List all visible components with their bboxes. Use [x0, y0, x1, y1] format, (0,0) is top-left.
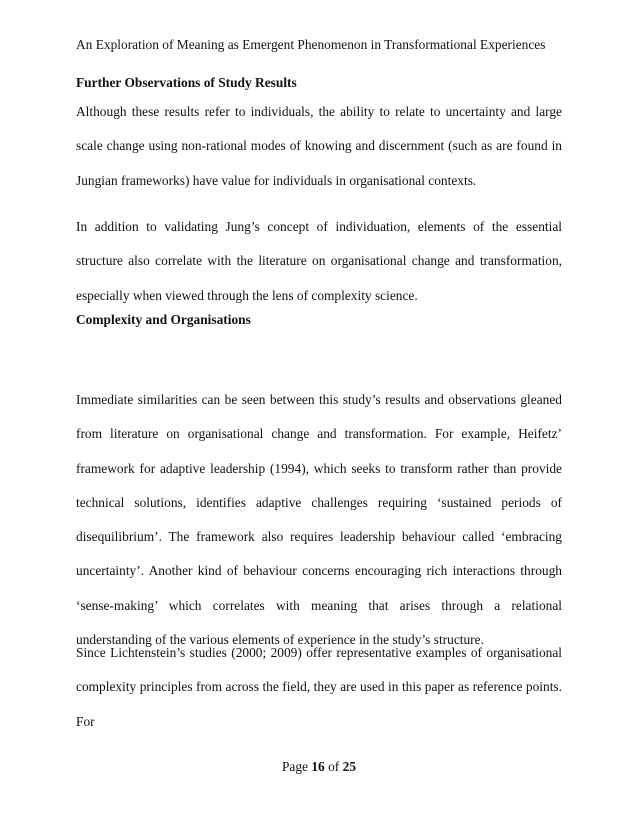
current-page-number: 16 [311, 759, 325, 774]
section-heading-further-observations: Further Observations of Study Results [76, 75, 297, 90]
paragraph-2: In addition to validating Jung’s concept of individuation, elements of the essential structure also correlate with the literature on organisational change and transformation, especially when viewed through the lens of complexity science. [76, 219, 562, 303]
section-heading-complexity-organisations: Complexity and Organisations [76, 312, 251, 327]
running-header: An Exploration of Meaning as Emergent Phenomenon in Transformational Experiences [76, 37, 546, 52]
paragraph-1: Although these results refer to individuals, the ability to relate to uncertainty and large scale change using non-rational modes of knowing and discernment (such as are found in Jungian frameworks) have value for individuals in organisational contexts. [76, 104, 562, 188]
paragraph-4: Since Lichtenstein’s studies (2000; 2009) offer representative examples of organisational complexity principles from across the field, they are used in this paper as reference points. For [76, 645, 562, 729]
total-pages-number: 25 [342, 759, 357, 774]
footer-prefix: Page [281, 759, 308, 774]
footer-separator: of [328, 759, 340, 774]
paragraph-3: Immediate similarities can be seen between this study’s results and observations gleaned from literature on organisational change and transformation. For example, Heifetz’ framework for adaptive leadership (1994), which seeks to transform rather than provide technical solutions, identifies adaptive challenges requiring ‘sustained periods of disequilibrium’. The framework also requires leadership behaviour called ‘embracing uncertainty’. Another kind of behaviour concerns encouraging rich interactions through ‘sense-making’ which correlates with meaning that arises through a relational understanding of the various elements of experience in the study’s structure. [76, 392, 562, 648]
page-footer [0, 759, 638, 775]
